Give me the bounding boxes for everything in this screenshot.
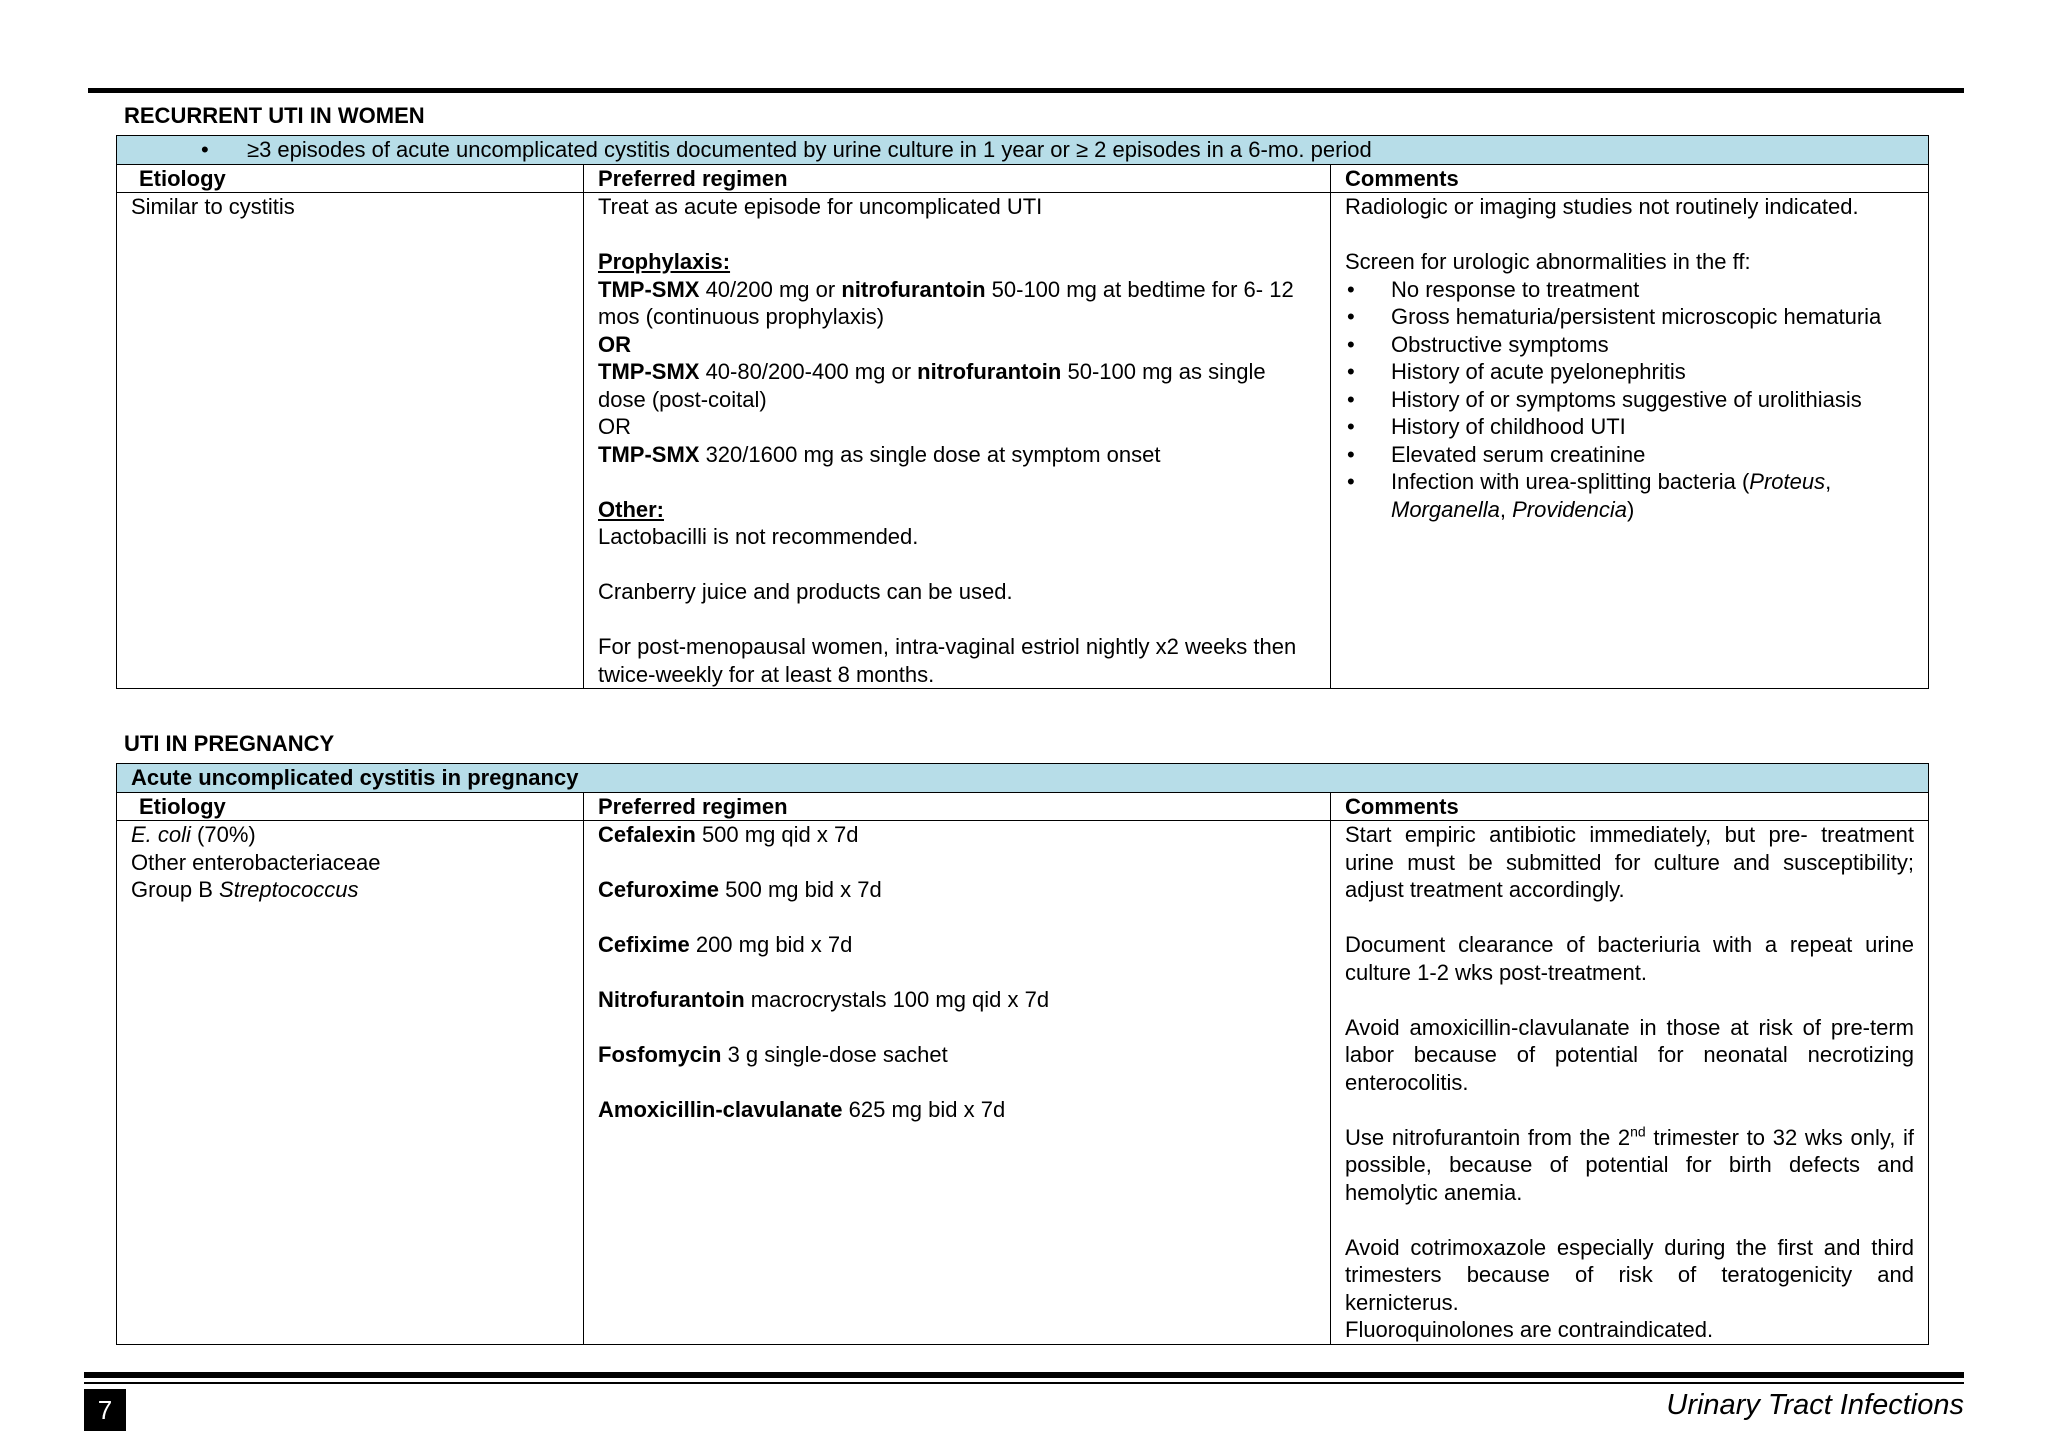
header-etiology: Etiology	[117, 164, 584, 193]
etiology-text: Similar to cystitis	[131, 194, 295, 219]
comments-cell	[1331, 821, 1929, 1345]
header-regimen: Preferred regimen	[584, 164, 1331, 193]
banner-row	[117, 764, 1929, 793]
section-title-uti-pregnancy: UTI IN PREGNANCY	[124, 731, 335, 756]
etiology-cell	[117, 821, 584, 1345]
screen-intro: Screen for urologic abnormalities in the ff:	[1345, 249, 1751, 274]
table-row	[117, 193, 1929, 689]
prophylaxis-option-postcoital: TMP-SMX 40-80/200-400 mg or nitrofurantoin 50-100 mg as single dose (post-coital)	[598, 359, 1266, 412]
comments-cell	[1331, 193, 1929, 689]
banner-row	[117, 136, 1929, 165]
cranberry-note: Cranberry juice and products can be used.	[598, 579, 1013, 604]
regimen-treat: Treat as acute episode for uncomplicated UTI	[598, 194, 1043, 219]
header-regimen: Preferred regimen	[584, 792, 1331, 821]
page-number: 7	[84, 1389, 126, 1431]
list-item: • No response to treatment	[1345, 276, 1914, 304]
chapter-title: Urinary Tract Infections	[1666, 1389, 1964, 1421]
comment-fluoroquinolones: Fluoroquinolones are contraindicated.	[1345, 1317, 1714, 1342]
bullet-dot-icon: •	[201, 137, 209, 162]
comment-nitrofurantoin: Use nitrofurantoin from the 2nd trimester to 32 wks only, if possible, because of potential for birth defects and hemolytic anemia.	[1345, 1123, 1915, 1205]
lactobacilli-note: Lactobacilli is not recommended.	[598, 524, 919, 549]
header-row	[117, 792, 1929, 821]
comment-clearance: Document clearance of bacteriuria with a repeat urine culture 1-2 wks post-treatment.	[1345, 932, 1915, 985]
footer-rule-thin	[84, 1382, 1964, 1384]
regimen-item: Cefalexin 500 mg qid x 7d	[598, 822, 859, 847]
pregnancy-banner: Acute uncomplicated cystitis in pregnancy	[117, 764, 1929, 793]
etiology-enterobacteriaceae: Other enterobacteriaceae	[131, 849, 381, 875]
screening-list	[1345, 276, 1914, 524]
prophylaxis-heading: Prophylaxis:	[598, 249, 731, 274]
regimen-item: Nitrofurantoin macrocrystals 100 mg qid x 7d	[598, 987, 1050, 1012]
or-separator: OR	[598, 414, 631, 439]
regimen-item: Fosfomycin 3 g single-dose sachet	[598, 1042, 948, 1067]
header-comments: Comments	[1331, 792, 1929, 821]
header-etiology: Etiology	[117, 792, 584, 821]
prophylaxis-option-symptom-onset: TMP-SMX 320/1600 mg as single dose at symptom onset	[598, 441, 1161, 467]
postmenopausal-note: For post-menopausal women, intra-vaginal estriol nightly x2 weeks then twice-weekly for at least 8 months.	[598, 634, 1297, 687]
other-heading: Other:	[598, 496, 664, 522]
recurrent-definition-banner	[117, 136, 1929, 165]
list-item: • History of or symptoms suggestive of urolithiasis	[1345, 386, 1914, 414]
list-item: • Obstructive symptoms	[1345, 331, 1914, 359]
comment-amoxicillin: Avoid amoxicillin-clavulanate in those at risk of pre-term labor because of potential for neonatal necrotizing enterocolitis.	[1345, 1014, 1915, 1095]
regimen-cell	[584, 193, 1331, 689]
list-item: • Infection with urea-splitting bacteria (Proteus, Morganella, Providencia)	[1345, 468, 1914, 523]
comment-empiric: Start empiric antibiotic immediately, but pre- treatment urine must be submitted for culture and susceptibility; adjust treatment accordingly.	[1345, 822, 1915, 902]
imaging-note: Radiologic or imaging studies not routinely indicated.	[1345, 194, 1859, 219]
etiology-ecoli: E. coli (70%)	[131, 822, 256, 847]
regimen-item: Cefixime 200 mg bid x 7d	[598, 932, 853, 957]
header-row	[117, 164, 1929, 193]
header-comments: Comments	[1331, 164, 1929, 193]
prophylaxis-option-continuous: TMP-SMX 40/200 mg or nitrofurantoin 50-100 mg at bedtime for 6- 12 mos (continuous prophylaxis)	[598, 276, 1294, 329]
regimen-item: Amoxicillin-clavulanate 625 mg bid x 7d	[598, 1097, 1006, 1122]
pregnancy-uti-table	[116, 763, 1929, 1345]
list-item: • History of childhood UTI	[1345, 413, 1914, 441]
list-item: • Elevated serum creatinine	[1345, 441, 1914, 469]
regimen-cell	[584, 821, 1331, 1345]
or-separator: OR	[598, 331, 631, 357]
recurrent-uti-table	[116, 135, 1929, 689]
list-item: • History of acute pyelonephritis	[1345, 358, 1914, 386]
etiology-group-b-strep: Group B Streptococcus	[131, 877, 359, 902]
regimen-item: Cefuroxime 500 mg bid x 7d	[598, 877, 882, 902]
section-title-recurrent-uti: RECURRENT UTI IN WOMEN	[124, 103, 425, 128]
table-row	[117, 821, 1929, 1345]
recurrent-definition-text: ≥3 episodes of acute uncomplicated cystitis documented by urine culture in 1 year or ≥ 2 episodes in a 6-mo. period	[247, 137, 1372, 162]
footer-rule	[84, 1372, 1964, 1378]
comment-cotrimoxazole: Avoid cotrimoxazole especially during the first and third trimesters because of risk of teratogenicity and kernicterus.	[1345, 1234, 1915, 1315]
list-item: • Gross hematuria/persistent microscopic hematuria	[1345, 303, 1914, 331]
top-rule	[88, 88, 1964, 93]
etiology-cell	[117, 193, 584, 689]
